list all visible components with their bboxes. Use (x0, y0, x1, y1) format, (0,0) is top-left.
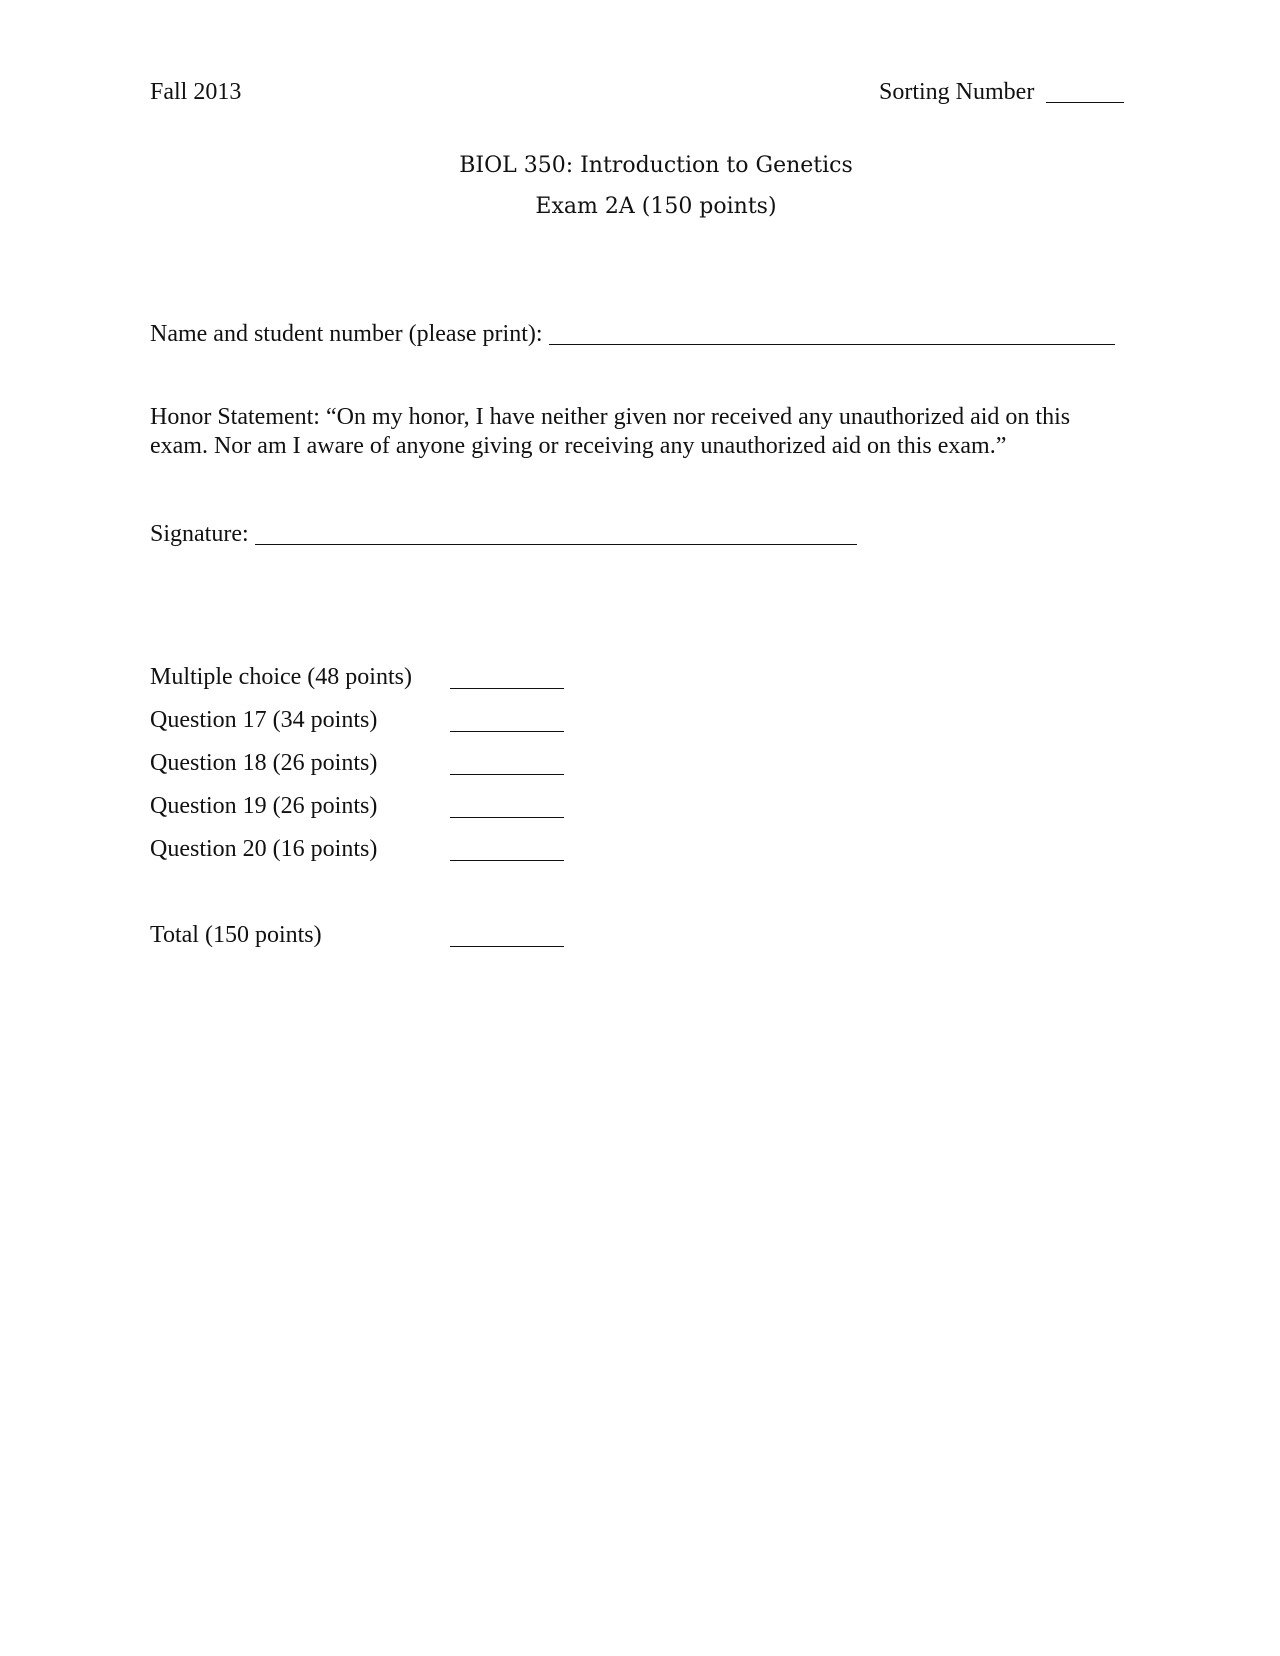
sorting-number-blank[interactable] (1046, 102, 1124, 103)
signature-blank[interactable] (255, 544, 857, 545)
total-label: Total (150 points) (150, 922, 322, 948)
name-field (150, 322, 1115, 346)
sorting-number-field (879, 80, 1124, 104)
score-row-label: Question 20 (16 points) (150, 836, 378, 862)
score-row-label: Question 19 (26 points) (150, 793, 378, 819)
signature-label: Signature: (150, 521, 249, 547)
honor-statement: Honor Statement: “On my honor, I have neither given nor received any unauthorized aid on this exam. Nor am I aware of anyone giving or receiving any unauthorized aid on this exam.” (150, 404, 1071, 459)
signature-field (150, 522, 857, 546)
name-field-label: Name and student number (please print): (150, 321, 543, 347)
name-field-blank[interactable] (549, 344, 1115, 345)
score-row-blank[interactable] (450, 688, 564, 689)
score-row-label: Question 18 (26 points) (150, 750, 378, 776)
term-label: Fall 2013 (150, 79, 242, 105)
score-row-blank[interactable] (450, 774, 564, 775)
score-row-label: Question 17 (34 points) (150, 707, 378, 733)
score-row-label: Multiple choice (48 points) (150, 664, 412, 690)
score-row-blank[interactable] (450, 731, 564, 732)
exam-title: Exam 2A (150 points) (535, 194, 777, 219)
total-blank[interactable] (450, 946, 564, 947)
sorting-number-label: Sorting Number (879, 79, 1035, 105)
score-row-blank[interactable] (450, 817, 564, 818)
score-row-blank[interactable] (450, 860, 564, 861)
course-title: BIOL 350: Introduction to Genetics (459, 153, 853, 178)
